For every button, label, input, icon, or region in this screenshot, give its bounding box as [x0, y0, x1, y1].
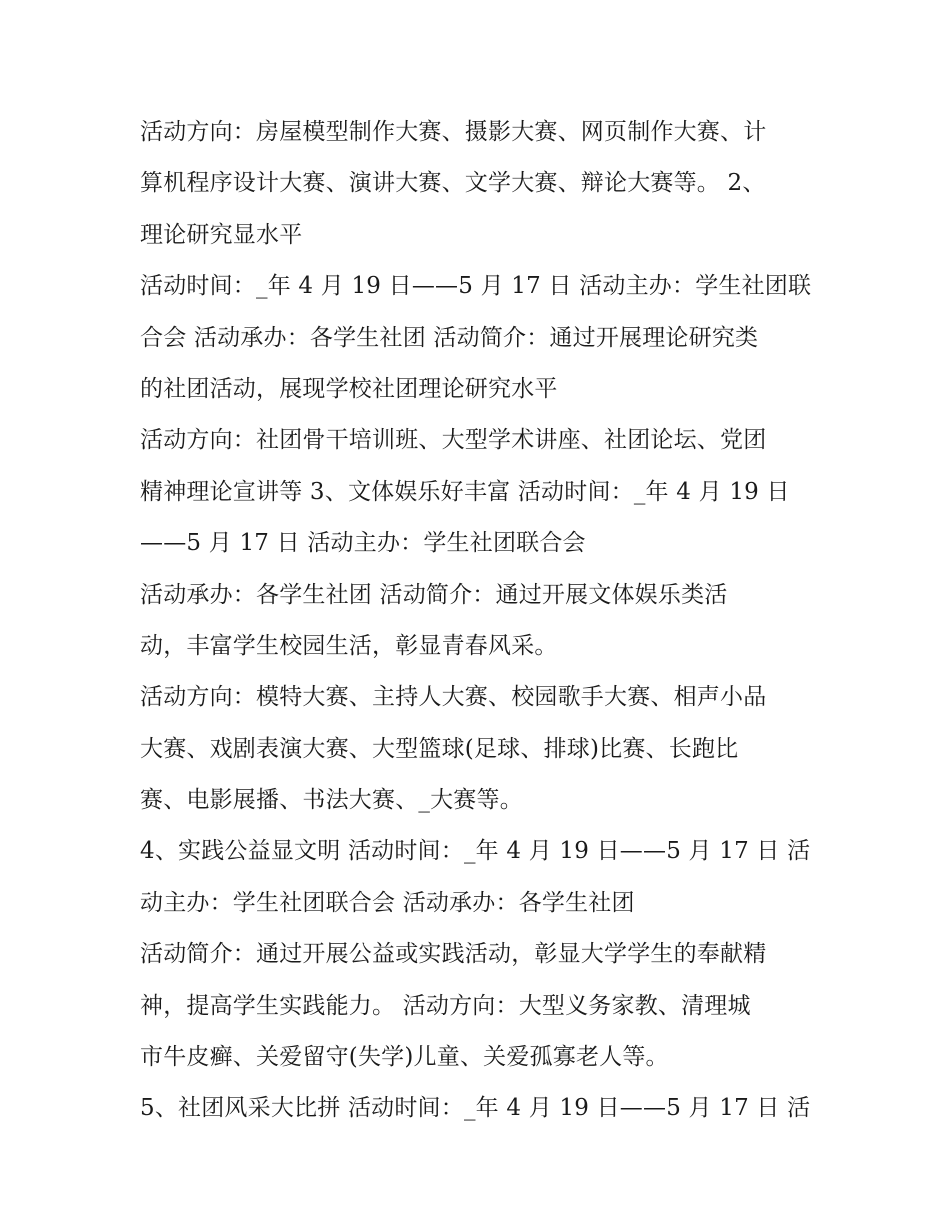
- text-line-10: 活动承办：各学生社团 活动简介：通过开展文体娱乐类活: [140, 581, 728, 608]
- text-line-3: 理论研究显水平: [140, 221, 303, 248]
- text-line-8: 精神理论宣讲等 3、文体娱乐好丰富 活动时间：_年 4 月 19 日: [140, 478, 790, 505]
- text-line-15: 4、实践公益显文明 活动时间：_年 4 月 19 日——5 月 17 日 活: [140, 838, 811, 865]
- text-line-16: 动主办：学生社团联合会 活动承办：各学生社团: [140, 889, 635, 916]
- text-line-1: 活动方向：房屋模型制作大赛、摄影大赛、网页制作大赛、计: [140, 119, 767, 145]
- text-line-13: 大赛、戏剧表演大赛、大型篮球(足球、排球)比赛、长跑比: [140, 735, 739, 762]
- text-line-17: 活动简介：通过开展公益或实践活动，彰显大学学生的奉献精: [140, 941, 767, 968]
- text-line-14: 赛、电影展播、书法大赛、_大赛等。: [140, 787, 523, 814]
- text-line-11: 动，丰富学生校园生活，彰显青春风采。: [140, 632, 558, 659]
- text-line-7: 活动方向：社团骨干培训班、大型学术讲座、社团论坛、党团: [140, 427, 767, 454]
- text-line-5: 合会 活动承办：各学生社团 活动简介：通过开展理论研究类: [140, 324, 759, 351]
- text-line-19: 市牛皮癣、关爱留守(失学)儿童、关爱孤寡老人等。: [140, 1044, 669, 1071]
- body-text: [140, 112, 830, 1140]
- text-line-12: 活动方向：模特大赛、主持人大赛、校园歌手大赛、相声小品: [140, 684, 767, 711]
- text-line-4: 活动时间：_年 4 月 19 日——5 月 17 日 活动主办：学生社团联: [140, 273, 812, 300]
- text-line-9: ——5 月 17 日 活动主办：学生社团联合会: [140, 530, 586, 557]
- text-line-2: 算机程序设计大赛、演讲大赛、文学大赛、辩论大赛等。 2、: [140, 170, 766, 197]
- text-line-18: 神，提高学生实践能力。 活动方向：大型义务家教、清理城: [140, 992, 751, 1019]
- text-line-20: 5、社团风采大比拼 活动时间：_年 4 月 19 日——5 月 17 日 活: [140, 1095, 811, 1122]
- text-line-6: 的社团活动，展现学校社团理论研究水平: [140, 375, 558, 402]
